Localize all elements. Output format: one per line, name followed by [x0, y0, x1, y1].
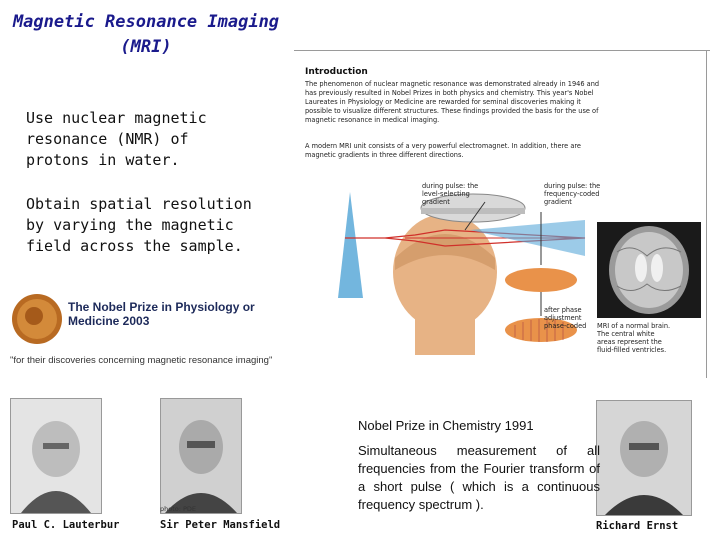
- label-line: gradient: [422, 198, 450, 206]
- bullet-nmr-line: resonance (NMR) of: [26, 130, 189, 148]
- label-line: The central white: [597, 330, 655, 338]
- label-phase-coded: [544, 306, 586, 330]
- label-line: adjustment: [544, 314, 582, 322]
- neck-shape: [415, 310, 475, 355]
- bullet-spatial-line: Obtain spatial resolution: [26, 195, 252, 213]
- brain-scan-image: [597, 222, 701, 318]
- middle-disc: [505, 268, 577, 292]
- portrait-mansfield: [160, 398, 242, 514]
- nobel-medicine-caption: "for their discoveries concerning magnetic resonance imaging": [10, 355, 273, 366]
- name-mansfield: Sir Peter Mansfield: [160, 519, 281, 531]
- bullet-nmr-line: Use nuclear magnetic: [26, 109, 207, 127]
- portrait-lauterbur: [10, 398, 102, 514]
- nobel-medicine-year: Medicine 2003: [68, 314, 150, 328]
- figure-heading: Introduction: [305, 67, 368, 77]
- label-mri-caption: [597, 322, 670, 354]
- label-line: level-selecting: [422, 190, 470, 198]
- bullet-nmr-line: protons in water.: [26, 151, 180, 169]
- nobel-medal-icon: [10, 292, 64, 346]
- figure-paragraph-1: The phenomenon of nuclear magnetic resonance was demonstrated already in 1946 and has previously resulted in Nobel Prizes in both physics and chemistry. This year's Nobel Laureates in Physiology or Medicine are rewarded for seminal discoveries making it possible to visualize different structures. These findings provided the basis for the use of magnetic resonance in medical imaging.: [305, 80, 600, 124]
- figure-paragraph-2: A modern MRI unit consists of a very powerful electromagnet. In addition, there are magnetic gradients in three different directions.: [305, 142, 581, 159]
- photo-credit: photo: PDE: [160, 505, 197, 513]
- label-line: phase-coded: [544, 322, 587, 330]
- title-line-1: Magnetic Resonance Imaging: [12, 12, 280, 32]
- nobel-chemistry-text: Simultaneous measurement of all frequencies from the Fourier transform of a short pulse ( which is a continuous frequency spectrum ).: [358, 443, 600, 512]
- portrait-mansfield-drawing: [161, 399, 241, 513]
- slide-title: [0, 10, 292, 60]
- label-line: gradient: [544, 198, 572, 206]
- gradient-triangle: [338, 192, 363, 298]
- bullet-spatial-line: by varying the magnetic: [26, 216, 234, 234]
- label-line: after phase: [544, 306, 582, 314]
- portrait-ernst: [596, 400, 692, 516]
- label-line: areas represent the: [597, 338, 662, 346]
- name-lauterbur: Paul C. Lauterbur: [12, 519, 120, 531]
- nobel-medicine-title: The Nobel Prize in Physiology or: [68, 300, 255, 314]
- figure-frame-top: [294, 50, 710, 51]
- bullet-spatial: [26, 194, 252, 257]
- brain-scan-drawing: [597, 222, 701, 318]
- label-line: frequency-coded: [544, 190, 600, 198]
- nobel-chemistry-title: Nobel Prize in Chemistry 1991: [358, 418, 534, 433]
- portrait-ernst-drawing: [597, 401, 691, 515]
- label-line: during pulse: the: [422, 182, 479, 190]
- bullet-nmr: [26, 108, 207, 171]
- label-frequency-coded: [544, 182, 600, 206]
- label-level-select: [422, 182, 478, 206]
- label-line: during pulse: the: [544, 182, 601, 190]
- figure-frame-right: [706, 50, 707, 378]
- portrait-lauterbur-drawing: [11, 399, 101, 513]
- title-line-2: (MRI): [120, 37, 172, 57]
- top-disc-edge: [421, 208, 525, 214]
- label-line: fluid-filled ventricles.: [597, 346, 667, 354]
- bullet-spatial-line: field across the sample.: [26, 237, 243, 255]
- name-ernst: Richard Ernst: [596, 520, 679, 532]
- label-line: MRI of a normal brain.: [597, 322, 671, 330]
